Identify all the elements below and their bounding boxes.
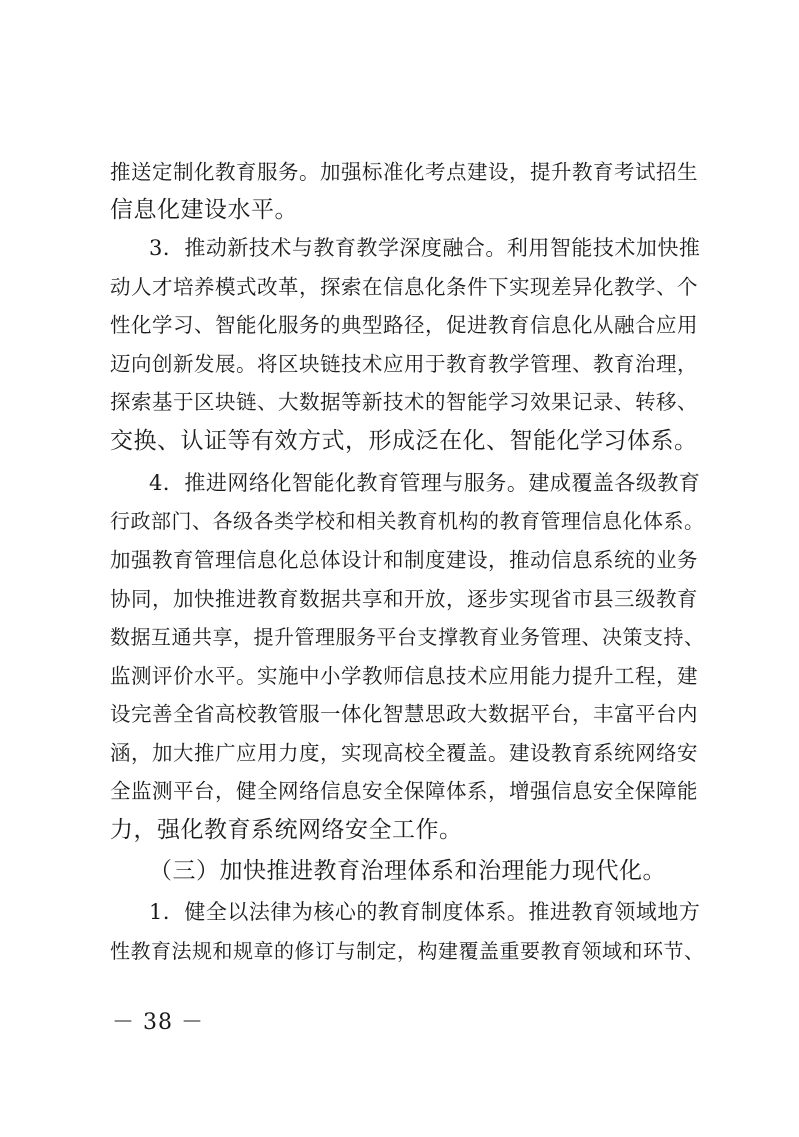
text-line: 数据互通共享，提升管理服务平台支撑教育业务管理、决策支持、 xyxy=(110,625,705,649)
text-line: 涵，加大推广应用力度，实现高校全覆盖。建设教育系统网络安 xyxy=(110,741,698,765)
text-line: 力，强化教育系统网络安全工作。 xyxy=(110,817,463,843)
text-line: 交换、认证等有效方式，形成泛在化、智能化学习体系。 xyxy=(110,428,698,454)
text-line: 迈向创新发展。将区块链技术应用于教育教学管理、教育治理， xyxy=(110,352,698,376)
text-line: 性教育法规和规章的修订与制定，构建覆盖重要教育领域和环节、 xyxy=(110,939,705,963)
text-line: 监测评价水平。实施中小学教师信息技术应用能力提升工程，建 xyxy=(110,664,698,688)
text-line: 3．推动新技术与教育教学深度融合。利用智能技术加快推 xyxy=(149,236,701,260)
text-line: 行政部门、各级各类学校和相关教育机构的教育管理信息化体系。 xyxy=(110,509,705,533)
text-line: 1．健全以法律为核心的教育制度体系。推进教育领域地方 xyxy=(149,900,701,924)
text-line: 信息化建设水平。 xyxy=(110,197,298,223)
text-line: 设完善全省高校教管服一体化智慧思政大数据平台，丰富平台内 xyxy=(110,702,698,726)
text-line: 推送定制化教育服务。加强标准化考点建设，提升教育考试招生 xyxy=(110,160,698,184)
text-line: 探索基于区块链、大数据等新技术的智能学习效果记录、转移、 xyxy=(110,390,698,414)
text-line: 4．推进网络化智能化教育管理与服务。建成覆盖各级教育 xyxy=(149,471,701,495)
text-line: 加强教育管理信息化总体设计和制度建设，推动信息系统的业务 xyxy=(110,548,698,572)
text-line: 全监测平台，健全网络信息安全保障体系，增强信息安全保障能 xyxy=(110,779,698,803)
text-line: 动人才培养模式改革，探索在信息化条件下实现差异化教学、个 xyxy=(110,275,698,299)
page-number: － 38 － xyxy=(112,1010,204,1035)
text-line: 性化学习、智能化服务的典型路径，促进教育信息化从融合应用 xyxy=(110,313,698,337)
section-heading: （三）加快推进教育治理体系和治理能力现代化。 xyxy=(149,858,666,884)
text-line: 协同，加快推进教育数据共享和开放，逐步实现省市县三级教育 xyxy=(110,587,698,611)
